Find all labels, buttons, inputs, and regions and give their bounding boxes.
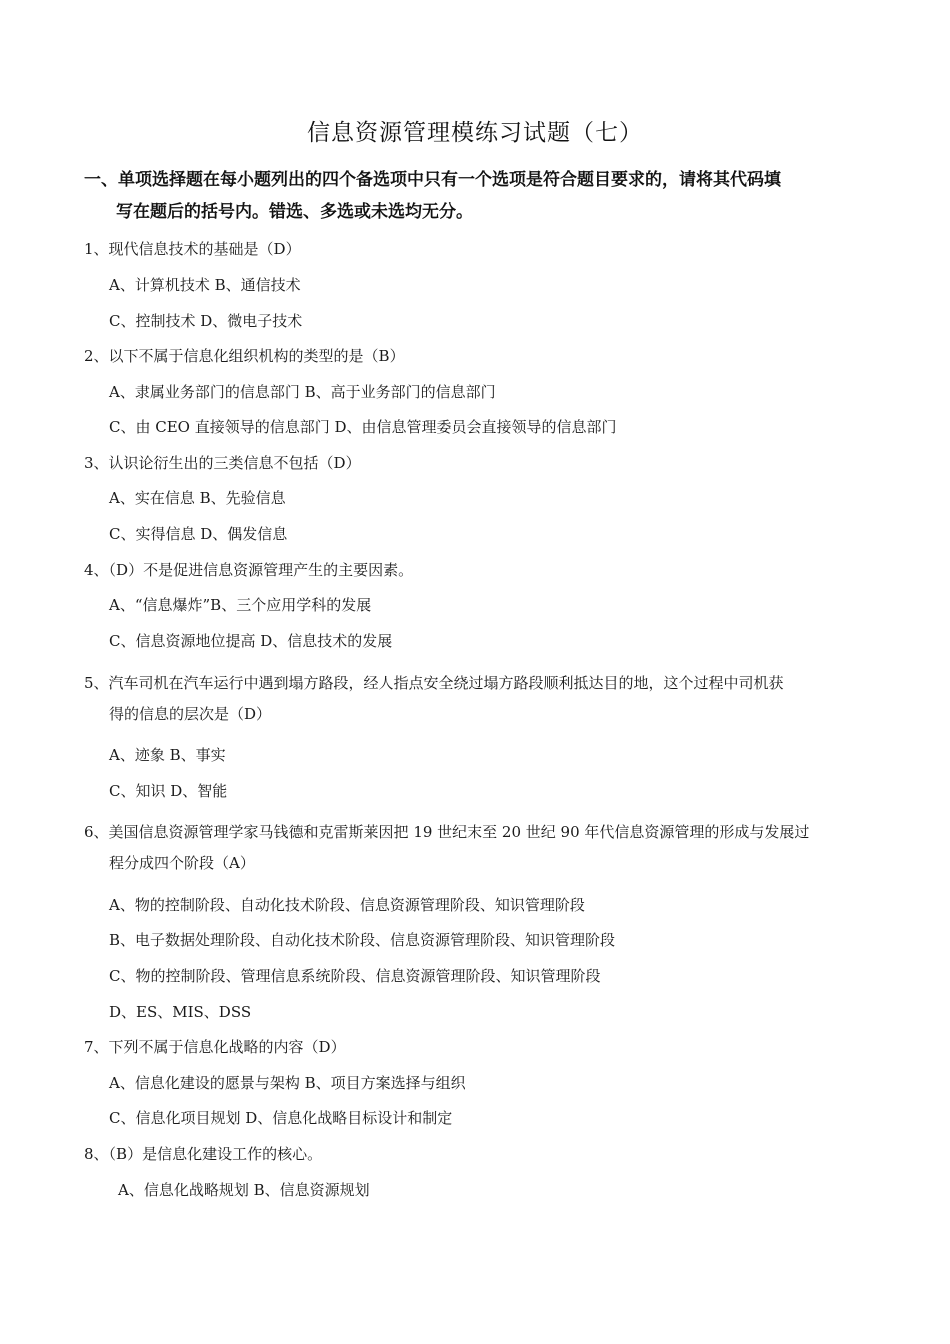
- question-6-option-b: B、电子数据处理阶段、自动化技术阶段、信息资源管理阶段、知识管理阶段: [109, 931, 616, 949]
- question-3-option-ab: A、实在信息 B、先验信息: [109, 489, 286, 507]
- question-7-option-ab: A、信息化建设的愿景与架构 B、项目方案选择与组织: [109, 1074, 466, 1092]
- question-5-stem-line2: 得的信息的层次是（D）: [109, 705, 272, 723]
- question-6-stem: [84, 817, 884, 879]
- question-4-option-cd: C、信息资源地位提高 D、信息技术的发展: [109, 632, 393, 650]
- question-5-stem-line1: 5、汽车司机在汽车运行中遇到塌方路段，经人指点安全绕过塌方路段顺利抵达目的地，这个过程中司机获: [84, 674, 784, 692]
- question-4-stem: 4、（D）不是促进信息资源管理产生的主要因素。: [84, 561, 414, 579]
- question-1-stem: 1、现代信息技术的基础是（D）: [84, 240, 301, 258]
- question-5-stem: [84, 668, 884, 730]
- question-6-option-c: C、物的控制阶段、管理信息系统阶段、信息资源管理阶段、知识管理阶段: [109, 967, 601, 985]
- question-5-option-cd: C、知识 D、智能: [109, 782, 228, 800]
- document-title: 信息资源管理模练习试题（七）: [307, 120, 643, 146]
- question-1-option-cd: C、控制技术 D、微电子技术: [109, 312, 303, 330]
- question-6-stem-line1: 6、美国信息资源管理学家马钱德和克雷斯莱因把 19 世纪末至 20 世纪 90 年代信息资源管理的形成与发展过: [84, 823, 810, 841]
- question-2-option-cd: C、由 CEO 直接领导的信息部门 D、由信息管理委员会直接领导的信息部门: [109, 418, 617, 436]
- question-5-option-ab: A、迹象 B、事实: [109, 746, 226, 764]
- section-heading-line1: 一、单项选择题在每小题列出的四个备选项中只有一个选项是符合题目要求的，请将其代码填: [84, 170, 781, 190]
- question-1-option-ab: A、计算机技术 B、通信技术: [109, 276, 301, 294]
- question-2-stem: 2、以下不属于信息化组织机构的类型的是（B）: [84, 347, 405, 365]
- question-8-stem: 8、（B）是信息化建设工作的核心。: [84, 1145, 323, 1163]
- question-3-stem: 3、认识论衍生出的三类信息不包括（D）: [84, 454, 361, 472]
- question-6-option-d: D、ES、MIS、DSS: [109, 1003, 252, 1021]
- question-2-option-ab: A、隶属业务部门的信息部门 B、高于业务部门的信息部门: [109, 383, 496, 401]
- question-8-option-ab: A、信息化战略规划 B、信息资源规划: [118, 1181, 370, 1199]
- question-4-option-ab: A、“信息爆炸”B、三个应用学科的发展: [109, 596, 372, 614]
- section-heading: [84, 164, 884, 228]
- section-heading-line2: 写在题后的括号内。错选、多选或未选均无分。: [116, 202, 473, 222]
- question-6-stem-line2: 程分成四个阶段（A）: [109, 854, 255, 872]
- question-6-option-a: A、物的控制阶段、自动化技术阶段、信息资源管理阶段、知识管理阶段: [109, 896, 585, 914]
- question-3-option-cd: C、实得信息 D、偶发信息: [109, 525, 288, 543]
- question-7-stem: 7、下列不属于信息化战略的内容（D）: [84, 1038, 346, 1056]
- question-7-option-cd: C、信息化项目规划 D、信息化战略目标设计和制定: [109, 1109, 453, 1127]
